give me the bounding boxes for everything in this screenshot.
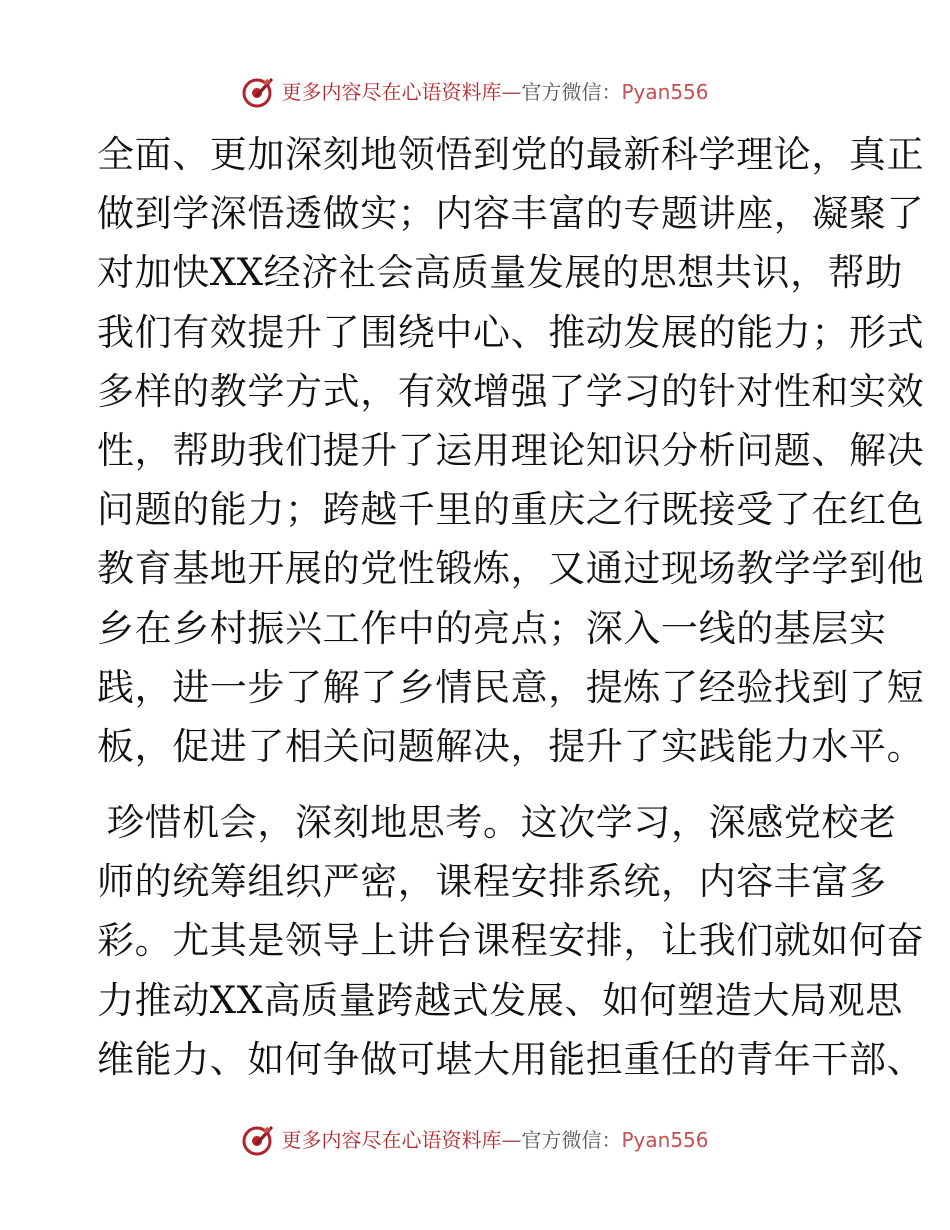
- watermark-title: 更多内容尽在心语资料库: [281, 1128, 502, 1152]
- paragraph-spacer: [97, 776, 857, 793]
- text-line: 对加快XX经济社会高质量发展的思想共识，帮助: [97, 251, 903, 295]
- text-line: 问题的能力；跨越千里的重庆之行既接受了在红色: [97, 488, 925, 532]
- watermark-separator: —: [501, 80, 522, 104]
- text-line: 力推动XX高质量跨越式发展、如何塑造大局观思: [97, 978, 903, 1022]
- text-line: 全面、更加深刻地领悟到党的最新科学理论，真正: [97, 133, 925, 176]
- text-line: 多样的教学方式，有效增强了学习的针对性和实效: [97, 369, 925, 413]
- text-line: 做到学深悟透做实；内容丰富的专题讲座，凝聚了: [97, 192, 925, 236]
- watermark-label: 官方微信：: [521, 1128, 622, 1152]
- watermark-wechat-id: Pyan556: [621, 1128, 709, 1152]
- text-line: 彩。尤其是领导上讲台课程安排，让我们就如何奋: [97, 919, 925, 963]
- document-body: [97, 125, 925, 1089]
- text-line: 师的统筹组织严密，课程安排系统，内容丰富多: [97, 860, 887, 904]
- paragraph-1: [97, 125, 925, 776]
- watermark-title: 更多内容尽在心语资料库: [281, 80, 502, 104]
- watermark-label: 官方微信：: [521, 80, 622, 104]
- header-watermark: [0, 72, 950, 112]
- text-line: 板，促进了相关问题解决，提升了实践能力水平。: [97, 724, 925, 768]
- quill-logo-icon: [241, 1123, 275, 1157]
- text-line: 珍惜机会，深刻地思考。这次学习，深感党校老: [107, 801, 897, 845]
- paragraph-2: [97, 793, 925, 1089]
- text-line: 维能力、如何争做可堪大用能担重任的青年干部、: [97, 1037, 925, 1081]
- text-line: 教育基地开展的党性锻炼，又通过现场教学学到他: [97, 547, 925, 591]
- text-line: 践，进一步了解了乡情民意，提炼了经验找到了短: [97, 665, 925, 709]
- watermark-wechat-id: Pyan556: [621, 80, 709, 104]
- quill-logo-icon: [241, 75, 275, 109]
- footer-watermark: [0, 1120, 950, 1160]
- text-line: 我们有效提升了围绕中心、推动发展的能力；形式: [97, 310, 925, 354]
- text-line: 乡在乡村振兴工作中的亮点；深入一线的基层实: [97, 606, 887, 650]
- text-line: 性，帮助我们提升了运用理论知识分析问题、解决: [97, 428, 925, 472]
- watermark-separator: —: [501, 1128, 522, 1152]
